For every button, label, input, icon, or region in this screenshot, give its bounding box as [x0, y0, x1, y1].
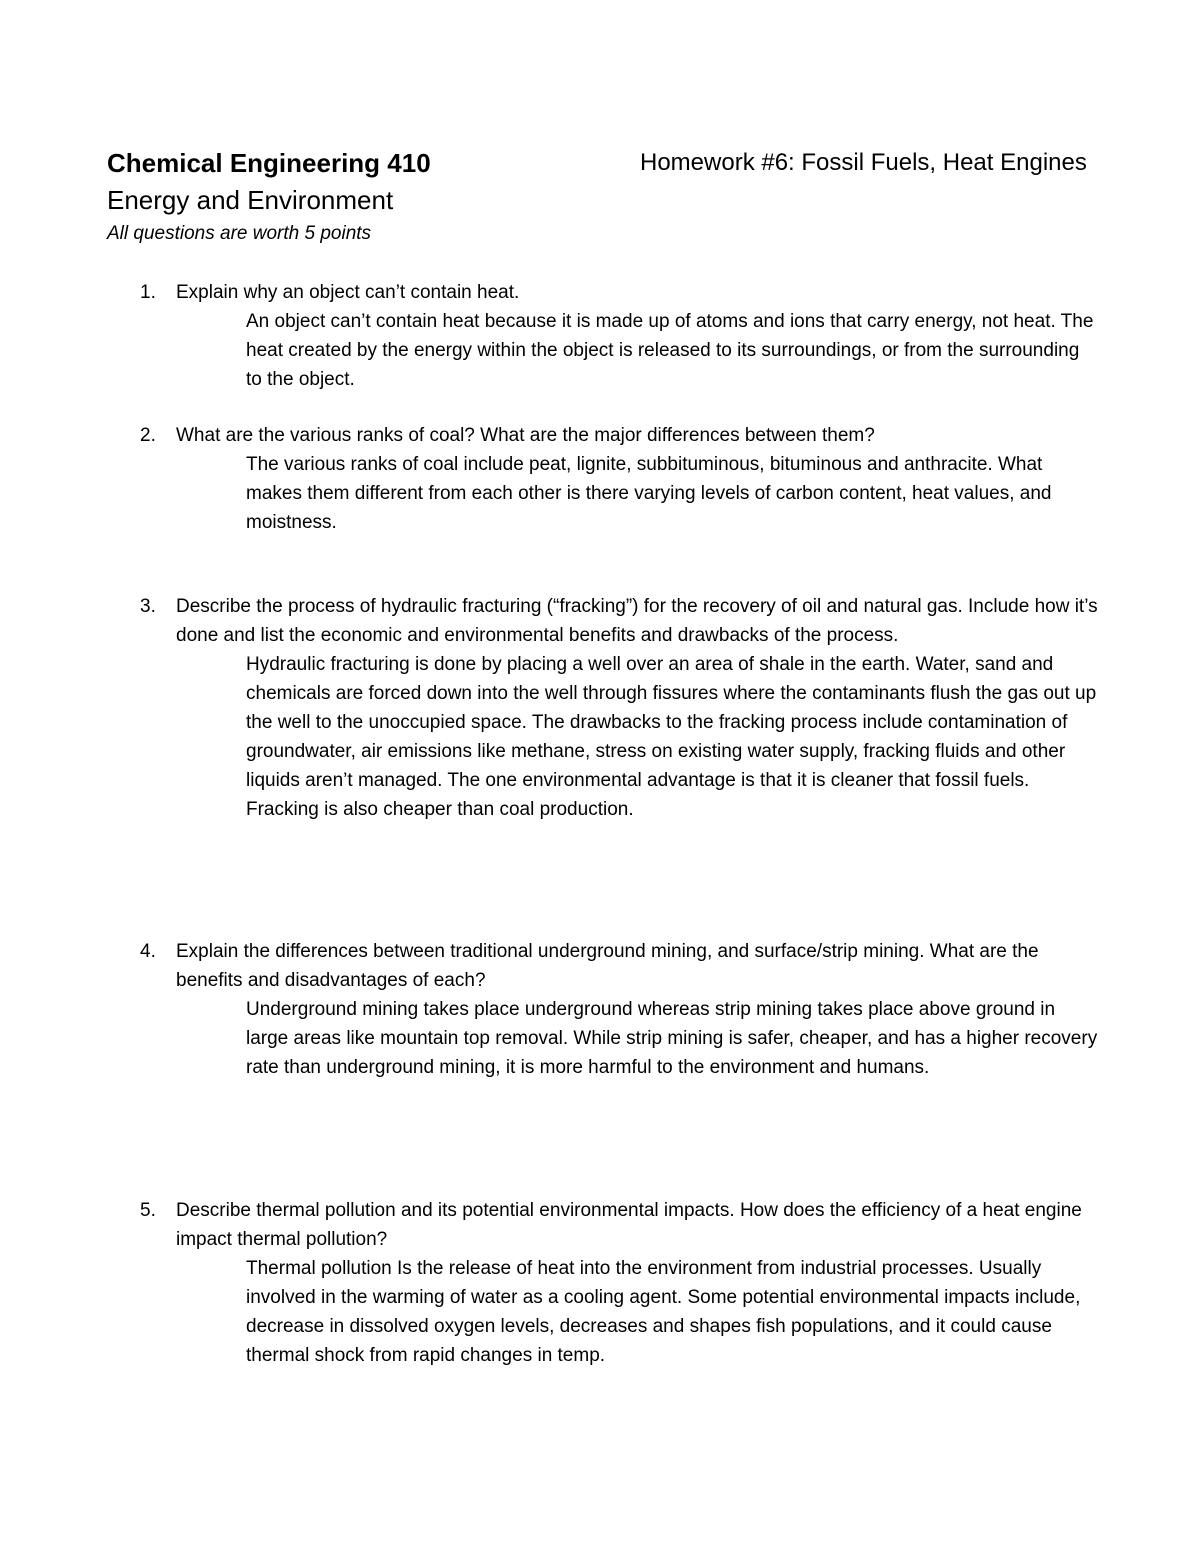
course-header [107, 146, 627, 248]
question-number: 1. [140, 282, 156, 303]
question-number: 4. [140, 941, 156, 962]
question-number: 5. [140, 1200, 156, 1221]
question-text: Explain why an object can’t contain heat. [176, 282, 520, 303]
assignment-title: Homework #6: Fossil Fuels, Heat Engines [640, 149, 1087, 176]
question-number: 3. [140, 596, 156, 617]
answer-text: Hydraulic fracturing is done by placing a well over an area of shale in the earth. Water, sand and chemicals are forced down into the well through fissures where the contaminants flush the gas out up the well to the unoccupied space. The drawbacks to the fracking process include contamination of groundwater, air emissions like methane, stress on existing water supply, fracking fluids and other liquids aren’t managed. The one environmental advantage is that it is cleaner that fossil fuels. Fracking is also cheaper than coal production. [246, 654, 1097, 820]
question-text: Explain the differences between traditional underground mining, and surface/strip mining. What are the benefits and disadvantages of each? [176, 941, 1039, 991]
answer-text: Underground mining takes place underground whereas strip mining takes place above ground in large areas like mountain top removal. While strip mining is safer, cheaper, and has a higher recovery rate than underground mining, it is more harmful to the environment and humans. [246, 999, 1098, 1078]
question-4 [140, 937, 1100, 1082]
question-text: Describe thermal pollution and its potential environmental impacts. How does the efficiency of a heat engine impact thermal pollution? [176, 1200, 1082, 1250]
question-2 [140, 421, 1100, 537]
course-title: Chemical Engineering 410 [107, 148, 431, 178]
course-subtitle: Energy and Environment [107, 185, 394, 215]
points-note: All questions are worth 5 points [107, 223, 372, 244]
question-number: 2. [140, 425, 156, 446]
question-3 [140, 592, 1100, 824]
answer-text: An object can’t contain heat because it is made up of atoms and ions that carry energy, not heat. The heat created by the energy within the object is released to its surroundings, or from the surrounding to the object. [246, 311, 1094, 390]
question-5 [140, 1196, 1100, 1370]
question-text: Describe the process of hydraulic fracturing (“fracking”) for the recovery of oil and natural gas. Include how it’s done and list the economic and environmental benefits and drawbacks of the process. [176, 596, 1098, 646]
answer-text: Thermal pollution Is the release of heat into the environment from industrial processes. Usually involved in the warming of water as a cooling agent. Some potential environmental impacts include, decrease in dissolved oxygen levels, decreases and shapes fish populations, and it could cause thermal shock from rapid changes in temp. [246, 1258, 1081, 1366]
question-text: What are the various ranks of coal? What are the major differences between them? [176, 425, 875, 446]
answer-text: The various ranks of coal include peat, lignite, subbituminous, bituminous and anthracite. What makes them different from each other is there varying levels of carbon content, heat values, and moistness. [246, 454, 1052, 533]
question-1 [140, 278, 1100, 394]
